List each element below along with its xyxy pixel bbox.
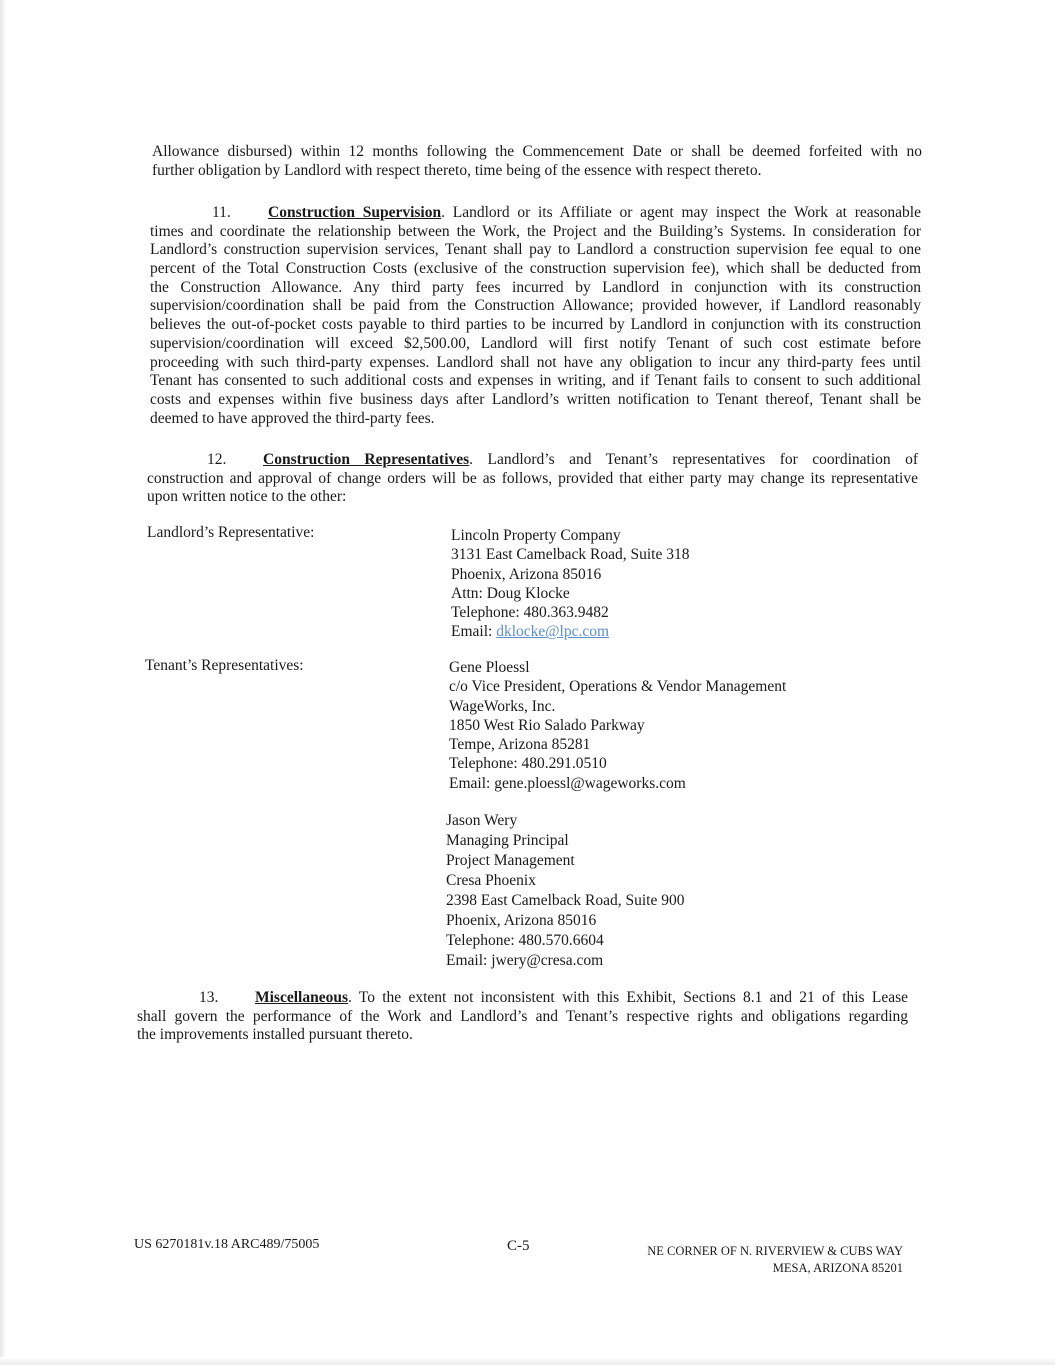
text-line: shall govern the performance of the Work and Landlord’s and Tenant’s respective rights and obligations regarding	[137, 1007, 908, 1025]
text-line: further obligation by Landlord with respect thereto, time being of the essence with respect thereto.	[152, 161, 762, 179]
intro-paragraph	[152, 143, 922, 180]
location-line: NE CORNER OF N. RIVERVIEW & CUBS WAY	[647, 1244, 903, 1258]
text-line: Email: jwery@cresa.com	[446, 952, 604, 969]
text: . Landlord or its Affiliate or agent may inspect the Work at reasonable	[441, 204, 921, 221]
text-line: Jason Wery	[446, 812, 518, 829]
address-line: Lincoln Property Company	[451, 527, 621, 544]
footer-page-number: C-5	[507, 1238, 530, 1254]
text-line: upon written notice to the other:	[147, 488, 347, 506]
address-line: 3131 East Camelback Road, Suite 318	[451, 546, 690, 564]
section-number: 12.	[207, 451, 227, 468]
section-11	[150, 204, 921, 428]
text-line: Email: gene.ploessl@wageworks.com	[449, 774, 686, 792]
text-line: Tempe, Arizona 85281	[449, 736, 591, 754]
text-line: percent of the Total Construction Costs (exclusive of the construction supervision fee), which shall be deducted from	[150, 260, 921, 278]
scan-edge-bottom	[0, 1357, 1055, 1365]
section-heading: Construction Representatives	[263, 451, 470, 468]
footer-doc-id: US 6270181v.18 ARC489/75005	[134, 1237, 320, 1252]
tenant-rep-2	[446, 811, 685, 971]
text-line: Managing Principal	[446, 832, 569, 849]
text-line: supervision/coordination will exceed $2,500.00, Landlord will first notify Tenant of such cost estimate before	[150, 334, 921, 352]
section-number: 11.	[212, 204, 231, 221]
text-line: proceeding with such third-party expenses. Landlord shall not have any obligation to incur any third-party fees until	[150, 353, 921, 371]
text-line: the improvements installed pursuant thereto.	[137, 1026, 413, 1044]
text-line: deemed to have approved the third-party fees.	[150, 409, 435, 427]
text-line: WageWorks, Inc.	[449, 697, 556, 715]
text-line: 1850 West Rio Salado Parkway	[449, 716, 645, 734]
text-line: Allowance disbursed) within 12 months following the Commencement Date or shall be deemed forfeited with no	[152, 143, 922, 160]
text-line: Phoenix, Arizona 85016	[446, 912, 597, 929]
text-line: Telephone: 480.291.0510	[449, 755, 607, 773]
text-line: supervision/coordination shall be paid from the Construction Allowance; provided however, if Landlord reasonably	[150, 297, 921, 315]
text-line: 2398 East Camelback Road, Suite 900	[446, 892, 685, 909]
text: . Landlord’s and Tenant’s representatives for coordination of	[469, 451, 918, 468]
text-line: costs and expenses within five business days after Landlord’s written notification to Tenant thereof, Tenant shall be	[150, 390, 921, 408]
text: . To the extent not inconsistent with this Exhibit, Sections 8.1 and 21 of this Lease	[348, 989, 908, 1006]
text-line: Telephone: 480.570.6604	[446, 932, 604, 949]
location-line: MESA, ARIZONA 85201	[772, 1261, 903, 1275]
scan-edge	[0, 0, 6, 1365]
section-13	[137, 989, 908, 1045]
text-line: Project Management	[446, 852, 575, 869]
address-line: Phoenix, Arizona 85016	[451, 565, 602, 583]
footer-location	[647, 1243, 903, 1277]
section-number: 13.	[199, 989, 219, 1006]
text-line: Gene Ploessl	[449, 659, 530, 676]
landlord-rep-label: Landlord’s Representative:	[147, 524, 315, 541]
tenant-reps-label: Tenant’s Representatives:	[145, 657, 304, 674]
text-line: times and coordinate the relationship between the Work, the Project and the Building’s Systems. In consideration for	[150, 222, 921, 240]
text-line: Cresa Phoenix	[446, 872, 536, 889]
address-line: Telephone: 480.363.9482	[451, 604, 609, 622]
text-line: c/o Vice President, Operations & Vendor Management	[449, 678, 787, 696]
text-line: Landlord’s construction supervision services, Tenant shall pay to Landlord a construction supervision fee equal to one	[150, 241, 921, 259]
text-line: the Construction Allowance. Any third party fees incurred by Landlord in conjunction with its construction	[150, 278, 921, 296]
section-heading: Construction Supervision	[268, 204, 442, 221]
text-line: construction and approval of change orders will be as follows, provided that either party may change its representative	[147, 469, 918, 487]
email-label: Email:	[451, 623, 497, 641]
email-link[interactable]: dklocke@lpc.com	[496, 623, 610, 641]
tenant-rep-1	[449, 658, 786, 793]
text-line: Tenant has consented to such additional costs and expenses in writing, and if Tenant fails to consent to such additional	[150, 372, 921, 390]
address-line: Attn: Doug Klocke	[451, 584, 570, 602]
landlord-rep-address	[451, 526, 690, 642]
section-heading: Miscellaneous	[255, 989, 348, 1006]
section-12	[147, 451, 918, 507]
text-line: believes the out-of-pocket costs payable to third parties to be incurred by Landlord in conjunction with its construction	[150, 316, 921, 334]
